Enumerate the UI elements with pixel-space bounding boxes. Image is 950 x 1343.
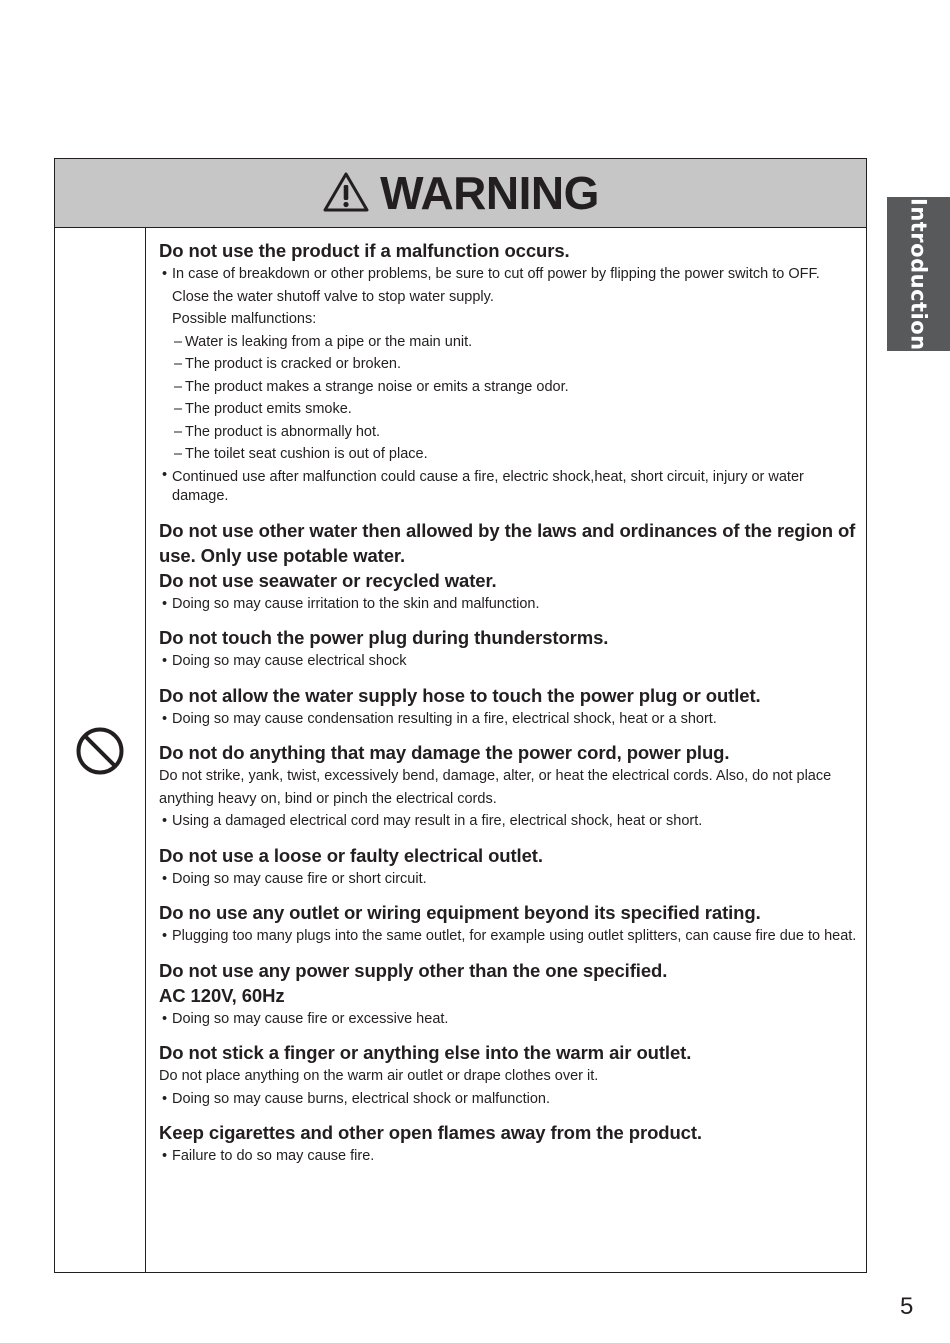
bullet-text: • Doing so may cause condensation resulting in a fire, electrical shock, heat or a short. [159, 708, 859, 731]
warning-item [159, 900, 859, 948]
body-text: Do not strike, yank, twist, excessively bend, damage, alter, or heat the electrical cords. Also, do not place anything heavy on, bind or pinch the electrical cords. [159, 768, 832, 807]
malfunction-list-item [159, 353, 859, 376]
warning-heading: Do not use seawater or recycled water. [159, 569, 497, 591]
warning-item [159, 683, 859, 731]
warning-item [159, 238, 859, 508]
warning-heading: Do not allow the water supply hose to touch the power plug or outlet. [159, 684, 761, 706]
bullet-text: • Doing so may cause fire or excessive heat. [159, 1008, 859, 1031]
section-tab-introduction [887, 197, 950, 351]
malfunction-text: Water is leaking from a pipe or the main unit. [185, 333, 473, 350]
body-text: Do not place anything on the warm air outlet or drape clothes over it. [159, 1068, 599, 1084]
warning-triangle-icon [322, 171, 370, 213]
warning-heading: Do not use other water then allowed by the laws and ordinances of the region of use. Only use potable water. [159, 519, 856, 566]
malfunction-text: The product is abnormally hot. [185, 423, 381, 440]
bullet-text: • Plugging too many plugs into the same outlet, for example using outlet splitters, can cause fire due to heat. [159, 925, 859, 948]
warning-item [159, 958, 859, 1031]
bullet-text: • Doing so may cause irritation to the skin and malfunction. [159, 593, 859, 616]
warning-heading: Keep cigarettes and other open flames away from the product. [159, 1122, 702, 1143]
page-number: 5 [900, 1293, 914, 1320]
bullet-text: • Using a damaged electrical cord may result in a fire, electrical shock, heat or short. [159, 810, 859, 833]
malfunction-list-item [159, 443, 859, 466]
indented-text: Close the water shutoff valve to stop water supply. [172, 288, 494, 305]
warning-heading: Do no use any outlet or wiring equipment beyond its specified rating. [159, 902, 761, 923]
bullet-text: • Doing so may cause electrical shock [159, 650, 859, 673]
warning-item [159, 740, 859, 833]
icon-column [55, 228, 146, 1272]
warning-heading: Do not use a loose or faulty electrical outlet. [159, 844, 543, 866]
malfunction-text: The product emits smoke. [185, 401, 352, 417]
malfunction-text: The product is cracked or broken. [185, 356, 401, 372]
warning-heading: Do not use any power supply other than the one specified. [159, 959, 668, 981]
section-tab-label: Introduction [906, 197, 931, 351]
bullet-text: • Continued use after malfunction could cause a fire, electric shock,heat, short circuit, injury or water damage. [159, 466, 859, 508]
prohibited-icon [75, 726, 125, 776]
warning-title: WARNING [380, 167, 599, 219]
warning-content [159, 238, 859, 1178]
malfunction-list-item [159, 331, 859, 354]
bullet-text: • In case of breakdown or other problems, be sure to cut off power by flipping the power switch to OFF. [159, 263, 859, 286]
indented-text: Possible malfunctions: [172, 311, 317, 327]
warning-heading: AC 120V, 60Hz [159, 984, 285, 1006]
warning-item [159, 843, 859, 891]
warning-item [159, 1120, 859, 1168]
malfunction-text: The toilet seat cushion is out of place. [185, 446, 428, 462]
bullet-text: • Doing so may cause burns, electrical shock or malfunction. [159, 1088, 859, 1111]
malfunction-text: The product makes a strange noise or emits a strange odor. [185, 378, 569, 395]
malfunction-list-item [159, 421, 859, 444]
bullet-text: • Failure to do so may cause fire. [159, 1145, 859, 1168]
warning-item [159, 518, 859, 616]
warning-heading: Do not stick a finger or anything else into the warm air outlet. [159, 1042, 692, 1063]
warning-item [159, 1040, 859, 1110]
warning-item [159, 625, 859, 673]
warning-header [55, 159, 866, 228]
malfunction-list-item [159, 376, 859, 399]
warning-heading: Do not use the product if a malfunction occurs. [159, 240, 570, 261]
bullet-text: • Doing so may cause fire or short circuit. [159, 868, 859, 891]
warning-heading: Do not touch the power plug during thunderstorms. [159, 627, 609, 648]
malfunction-list-item [159, 398, 859, 421]
warning-box [54, 158, 867, 1273]
warning-heading: Do not do anything that may damage the power cord, power plug. [159, 742, 730, 763]
